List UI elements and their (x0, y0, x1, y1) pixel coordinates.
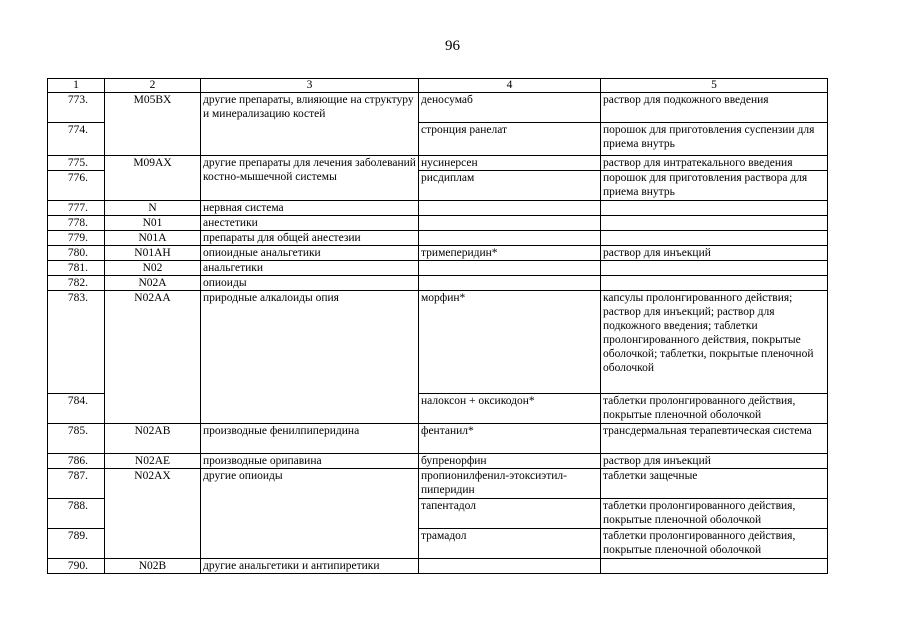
table-row (48, 93, 828, 123)
group-name: природные алкалоиды опия (201, 291, 419, 424)
dosage-form: раствор для инъекций (601, 454, 828, 469)
drug-name (419, 201, 601, 216)
row-number: 778. (48, 216, 105, 231)
drug-name: деносумаб (419, 93, 601, 123)
group-name: другие препараты, влияющие на структуру и минерализацию костей (201, 93, 419, 156)
dosage-form (601, 201, 828, 216)
dosage-form (601, 559, 828, 574)
atc-code: N02AE (105, 454, 201, 469)
row-number: 780. (48, 246, 105, 261)
drug-name (419, 216, 601, 231)
header-cell: 4 (419, 79, 601, 93)
dosage-form: таблетки пролонгированного действия, покрытые пленочной оболочкой (601, 394, 828, 424)
group-name: препараты для общей анестезии (201, 231, 419, 246)
row-number: 785. (48, 424, 105, 454)
atc-code: M09AX (105, 156, 201, 201)
dosage-form (601, 276, 828, 291)
table-row (48, 291, 828, 394)
drug-name (419, 231, 601, 246)
table-row (48, 454, 828, 469)
dosage-form: таблетки защечные (601, 469, 828, 499)
group-name: нервная система (201, 201, 419, 216)
dosage-form: раствор для интратекального введения (601, 156, 828, 171)
drug-name: пропионилфенил-этоксиэтил-пиперидин (419, 469, 601, 499)
row-number: 775. (48, 156, 105, 171)
header-cell: 2 (105, 79, 201, 93)
dosage-form: раствор для подкожного введения (601, 93, 828, 123)
header-cell: 3 (201, 79, 419, 93)
drug-name: морфин* (419, 291, 601, 394)
drug-name: фентанил* (419, 424, 601, 454)
header-row (48, 79, 828, 93)
table-row (48, 156, 828, 171)
drug-name (419, 559, 601, 574)
atc-code: N01AH (105, 246, 201, 261)
row-number: 786. (48, 454, 105, 469)
row-number: 782. (48, 276, 105, 291)
row-number: 783. (48, 291, 105, 394)
drug-name: бупренорфин (419, 454, 601, 469)
table-row (48, 261, 828, 276)
row-number: 779. (48, 231, 105, 246)
row-number: 776. (48, 171, 105, 201)
dosage-form: таблетки пролонгированного действия, покрытые пленочной оболочкой (601, 529, 828, 559)
dosage-form: раствор для инъекций (601, 246, 828, 261)
atc-code: N (105, 201, 201, 216)
atc-code: N01 (105, 216, 201, 231)
atc-code: N02 (105, 261, 201, 276)
drug-name: рисдиплам (419, 171, 601, 201)
group-name: опиоиды (201, 276, 419, 291)
page-number: 96 (445, 38, 460, 54)
row-number: 789. (48, 529, 105, 559)
row-number: 790. (48, 559, 105, 574)
table-row (48, 559, 828, 574)
row-number: 788. (48, 499, 105, 529)
dosage-form (601, 216, 828, 231)
drug-name: тапентадол (419, 499, 601, 529)
atc-code: N02A (105, 276, 201, 291)
table-row (48, 201, 828, 216)
table-row (48, 276, 828, 291)
dosage-form (601, 261, 828, 276)
group-name: другие препараты для лечения заболеваний костно-мышечной системы (201, 156, 419, 201)
drug-name: налоксон + оксикодон* (419, 394, 601, 424)
row-number: 787. (48, 469, 105, 499)
dosage-form: порошок для приготовления раствора для приема внутрь (601, 171, 828, 201)
atc-code: N02B (105, 559, 201, 574)
table-row (48, 231, 828, 246)
drug-name: тримеперидин* (419, 246, 601, 261)
dosage-form (601, 231, 828, 246)
table-row (48, 424, 828, 454)
drug-name (419, 276, 601, 291)
drug-name: стронция ранелат (419, 123, 601, 156)
group-name: другие анальгетики и антипиретики (201, 559, 419, 574)
drug-name (419, 261, 601, 276)
drug-name: трамадол (419, 529, 601, 559)
dosage-form: таблетки пролонгированного действия, покрытые пленочной оболочкой (601, 499, 828, 529)
header-cell: 5 (601, 79, 828, 93)
header-cell: 1 (48, 79, 105, 93)
atc-code: N01A (105, 231, 201, 246)
row-number: 774. (48, 123, 105, 156)
group-name: анестетики (201, 216, 419, 231)
row-number: 773. (48, 93, 105, 123)
dosage-form: порошок для приготовления суспензии для приема внутрь (601, 123, 828, 156)
table-row (48, 246, 828, 261)
group-name: опиоидные анальгетики (201, 246, 419, 261)
group-name: анальгетики (201, 261, 419, 276)
row-number: 784. (48, 394, 105, 424)
group-name: производные фенилпиперидина (201, 424, 419, 454)
dosage-form: капсулы пролонгированного действия; раствор для инъекций; раствор для подкожного введения; таблетки пролонгированного действия, покрытые оболочкой; таблетки, покрытые пленочной оболочкой (601, 291, 828, 394)
atc-code: N02AB (105, 424, 201, 454)
dosage-form: трансдермальная терапевтическая система (601, 424, 828, 454)
row-number: 777. (48, 201, 105, 216)
atc-code: M05BX (105, 93, 201, 156)
drug-name: нусинерсен (419, 156, 601, 171)
drug-list-table (47, 78, 828, 574)
group-name: другие опиоиды (201, 469, 419, 559)
atc-code: N02AA (105, 291, 201, 424)
table-row (48, 469, 828, 499)
table-row (48, 216, 828, 231)
group-name: производные орипавина (201, 454, 419, 469)
atc-code: N02AX (105, 469, 201, 559)
row-number: 781. (48, 261, 105, 276)
